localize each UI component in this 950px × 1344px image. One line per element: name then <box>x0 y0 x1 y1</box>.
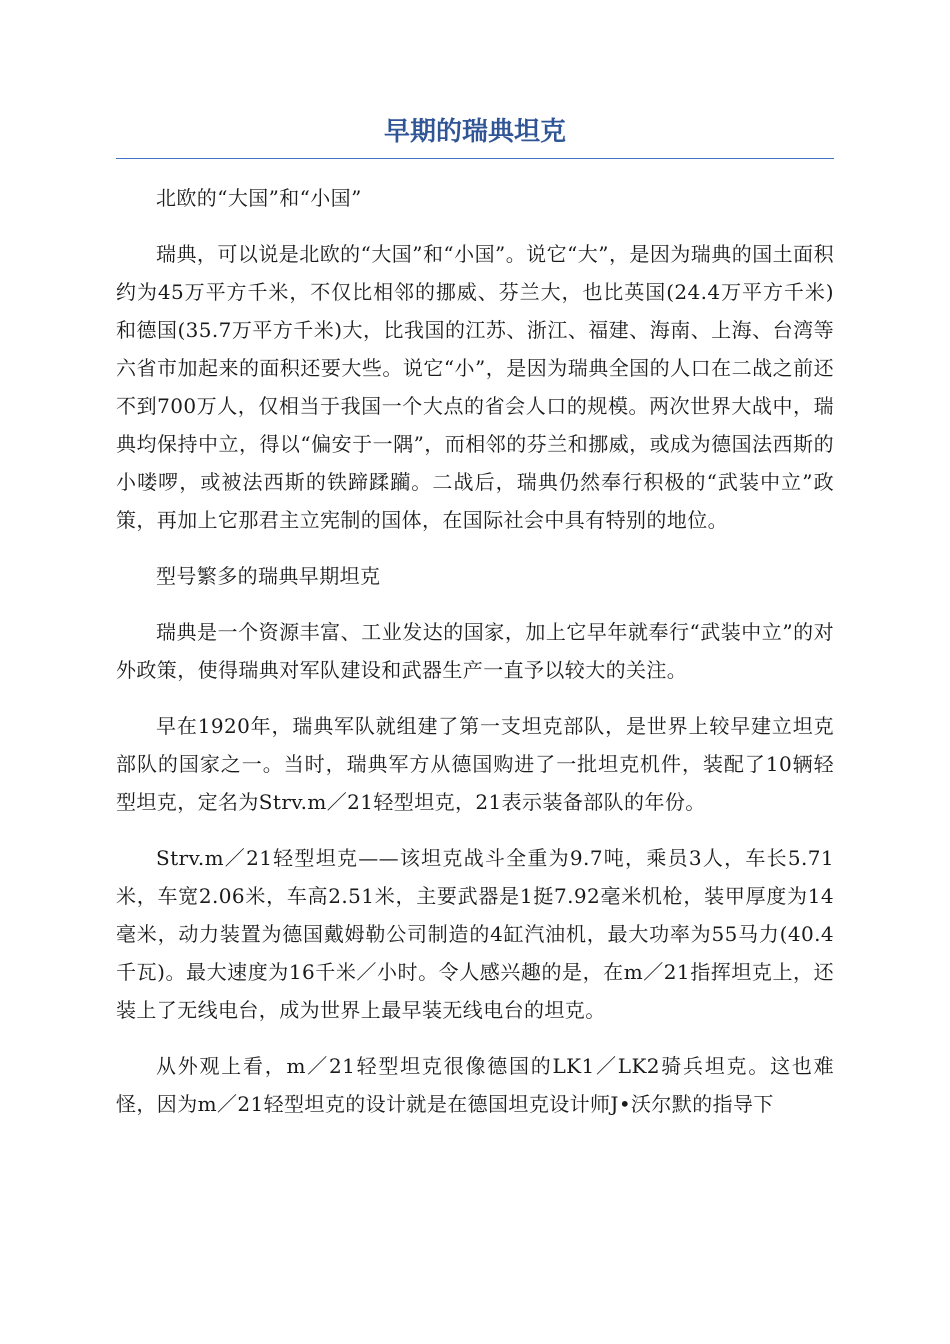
document-page <box>116 110 834 1141</box>
paragraph: 早在1920年，瑞典军队就组建了第一支坦克部队，是世界上较早建立坦克部队的国家之一。当时，瑞典军方从德国购进了一批坦克机件，装配了10辆轻型坦克，定名为Strv.m／21轻型坦克，21表示装备部队的年份。 <box>116 714 834 814</box>
document-body <box>116 179 834 1123</box>
section-heading: 北欧的“大国”和“小国” <box>156 186 362 210</box>
section-heading: 型号繁多的瑞典早期坦克 <box>156 564 381 588</box>
paragraph: Strv.m／21轻型坦克——该坦克战斗全重为9.7吨，乘员3人，车长5.71米，车宽2.06米，车高2.51米，主要武器是1挺7.92毫米机枪，装甲厚度为14毫米，动力装置为德国戴姆勒公司制造的4缸汽油机，最大功率为55马力(40.4千瓦)。最大速度为16千米／小时。令人感兴趣的是，在m／21指挥坦克上，还装上了无线电台，成为世界上最早装无线电台的坦克。 <box>116 846 834 1022</box>
document-title: 早期的瑞典坦克 <box>116 110 834 159</box>
paragraph: 从外观上看，m／21轻型坦克很像德国的LK1／LK2骑兵坦克。这也难怪，因为m／21轻型坦克的设计就是在德国坦克设计师J•沃尔默的指导下 <box>116 1054 834 1116</box>
paragraph: 瑞典，可以说是北欧的“大国”和“小国”。说它“大”，是因为瑞典的国土面积约为45万平方千米，不仅比相邻的挪威、芬兰大，也比英国(24.4万平方千米)和德国(35.7万平方千米)大，比我国的江苏、浙江、福建、海南、上海、台湾等六省市加起来的面积还要大些。说它“小”，是因为瑞典全国的人口在二战之前还不到700万人，仅相当于我国一个大点的省会人口的规模。两次世界大战中，瑞典均保持中立，得以“偏安于一隅”，而相邻的芬兰和挪威，或成为德国法西斯的小喽啰，或被法西斯的铁蹄蹂躏。二战后，瑞典仍然奉行积极的“武装中立”政策，再加上它那君主立宪制的国体，在国际社会中具有特别的地位。 <box>116 242 834 532</box>
paragraph: 瑞典是一个资源丰富、工业发达的国家，加上它早年就奉行“武装中立”的对外政策，使得瑞典对军队建设和武器生产一直予以较大的关注。 <box>116 620 834 682</box>
